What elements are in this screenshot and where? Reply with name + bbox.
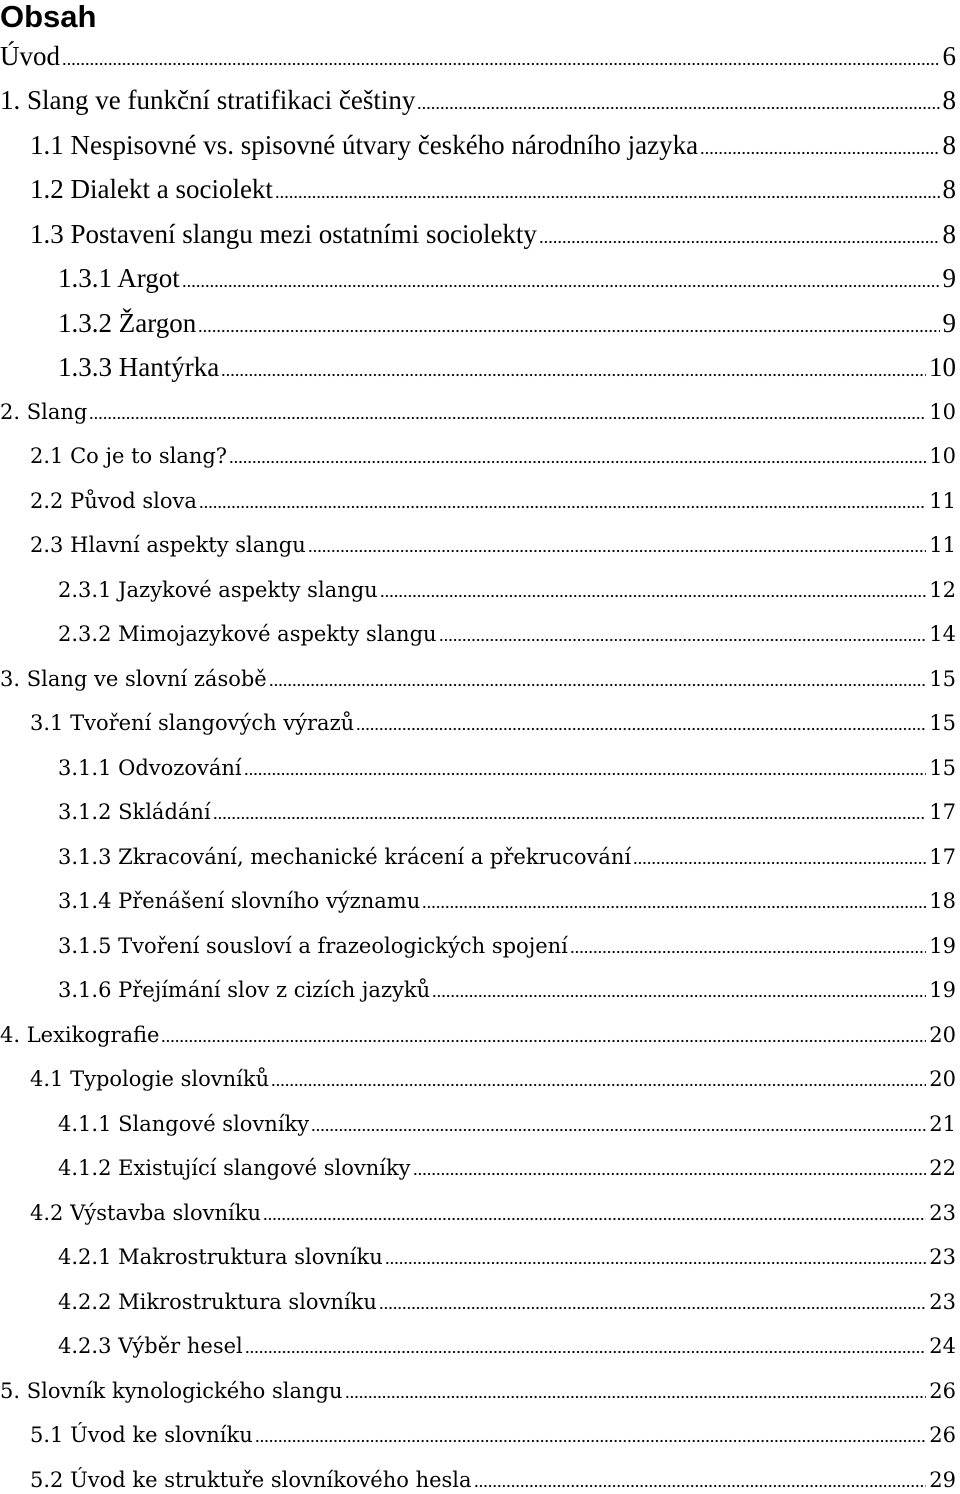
toc-leader [417, 106, 939, 110]
toc-leader [380, 594, 927, 598]
toc-entry [0, 201, 960, 249]
table-of-contents [0, 23, 960, 1492]
toc-leader [379, 1306, 926, 1310]
toc-entry-page: 17 [929, 800, 956, 825]
toc-entry-page: 12 [929, 577, 956, 602]
toc-entry [0, 290, 960, 338]
toc-entry-title: 1.3.3 Hantýrka [58, 352, 220, 383]
toc-entry-title: 3.1.6 Přejímání slov z cizích jazyků [58, 978, 431, 1003]
toc-entry-title: 3. Slang ve slovní zásobě [0, 666, 267, 691]
toc-entry-page: 26 [929, 1378, 956, 1403]
toc-entry-title: 1.1 Nespisovné vs. spisovné útvary českého národního jazyka [30, 129, 699, 160]
toc-entry-page: 23 [929, 1200, 956, 1225]
toc-entry [0, 1314, 960, 1359]
toc-entry-page: 6 [942, 40, 956, 71]
toc-entry [0, 1091, 960, 1136]
toc-entry [0, 1136, 960, 1181]
toc-entry-title: 2.2 Původ slova [30, 488, 197, 513]
toc-leader [229, 460, 926, 464]
toc-entry [0, 824, 960, 869]
toc-entry-title: 5.2 Úvod ke struktuře slovníkového hesla [30, 1467, 472, 1492]
toc-entry-title: 2. Slang [0, 399, 88, 424]
toc-entry [0, 246, 960, 294]
toc-entry-title: 5. Slovník kynologického slangu [0, 1378, 343, 1403]
toc-leader [198, 329, 939, 333]
toc-entry-title: 2.1 Co je to slang? [30, 444, 228, 469]
toc-entry [0, 379, 960, 424]
toc-entry-page: 20 [929, 1067, 956, 1092]
toc-entry-page: 20 [929, 1022, 956, 1047]
toc-entry-title: 3.1 Tvoření slangových výrazů [30, 711, 355, 736]
toc-entry-page: 21 [929, 1111, 956, 1136]
toc-entry-page: 23 [929, 1245, 956, 1270]
toc-entry [0, 602, 960, 647]
toc-entry [0, 1225, 960, 1270]
toc-entry-title: 4.2.2 Mikrostruktura slovníku [58, 1289, 377, 1314]
toc-leader [182, 284, 940, 288]
toc-leader [474, 1484, 927, 1488]
toc-leader [213, 816, 927, 820]
toc-entry [0, 780, 960, 825]
toc-leader [62, 62, 940, 66]
toc-leader [539, 240, 940, 244]
toc-entry-page: 9 [942, 307, 956, 338]
toc-leader [244, 772, 927, 776]
toc-leader [633, 861, 926, 865]
toc-entry-page: 8 [942, 129, 956, 160]
toc-leader [413, 1172, 927, 1176]
toc-entry-page: 8 [942, 85, 956, 116]
toc-entry [0, 1403, 960, 1448]
toc-entry-page: 29 [929, 1467, 956, 1492]
toc-entry [0, 157, 960, 205]
toc-entry [0, 1269, 960, 1314]
toc-entry-title: 3.1.3 Zkracování, mechanické krácení a překrucování [58, 844, 632, 869]
toc-entry-page: 17 [929, 844, 956, 869]
toc-entry [0, 1002, 960, 1047]
toc-leader [271, 1083, 926, 1087]
toc-leader [432, 994, 926, 998]
toc-entry-title: 1.3 Postavení slangu mezi ostatními sociolekty [30, 218, 537, 249]
toc-leader [311, 1128, 926, 1132]
toc-leader [275, 195, 940, 199]
toc-entry-page: 23 [929, 1289, 956, 1314]
toc-entry-title: 4.1.2 Existující slangové slovníky [58, 1156, 411, 1181]
toc-entry-page: 19 [929, 978, 956, 1003]
toc-entry [0, 1358, 960, 1403]
toc-entry-page: 10 [929, 352, 956, 383]
toc-entry-title: 4. Lexikografie [0, 1022, 160, 1047]
toc-leader [89, 416, 926, 420]
toc-entry-page: 24 [929, 1334, 956, 1359]
toc-entry-page: 8 [942, 174, 956, 205]
toc-leader [345, 1395, 927, 1399]
toc-entry-title: 3.1.4 Přenášení slovního významu [58, 889, 421, 914]
toc-entry-title: 1.3.2 Žargon [58, 307, 197, 338]
toc-entry-title: 4.2.1 Makrostruktura slovníku [58, 1245, 383, 1270]
toc-entry-page: 26 [929, 1423, 956, 1448]
toc-entry [0, 68, 960, 116]
toc-leader [221, 373, 926, 377]
toc-leader [245, 1350, 927, 1354]
toc-entry-page: 10 [929, 399, 956, 424]
toc-entry [0, 112, 960, 160]
toc-entry-title: 1.2 Dialekt a sociolekt [30, 174, 273, 205]
toc-leader [570, 950, 926, 954]
toc-leader [161, 1039, 926, 1043]
toc-leader [308, 549, 926, 553]
toc-entry-page: 11 [929, 488, 956, 513]
toc-entry [0, 23, 960, 71]
toc-entry-title: 3.1.2 Skládání [58, 800, 211, 825]
toc-entry-title: 1.3.1 Argot [58, 263, 180, 294]
toc-entry-title: 4.2.3 Výběr hesel [58, 1334, 243, 1359]
toc-entry [0, 1180, 960, 1225]
toc-entry [0, 913, 960, 958]
toc-leader [422, 905, 926, 909]
toc-entry [0, 1047, 960, 1092]
toc-entry [0, 513, 960, 558]
toc-entry-page: 15 [929, 711, 956, 736]
toc-entry-title: 2.3.2 Mimojazykové aspekty slangu [58, 622, 437, 647]
toc-leader [255, 1439, 927, 1443]
toc-entry-page: 15 [929, 755, 956, 780]
toc-entry [0, 735, 960, 780]
toc-entry [0, 1447, 960, 1492]
toc-entry-page: 10 [929, 444, 956, 469]
toc-entry [0, 869, 960, 914]
toc-entry-title: 4.1.1 Slangové slovníky [58, 1111, 310, 1136]
toc-leader [356, 727, 926, 731]
toc-entry [0, 557, 960, 602]
toc-entry [0, 468, 960, 513]
toc-leader [269, 683, 927, 687]
toc-entry [0, 424, 960, 469]
toc-entry-title: 3.1.1 Odvozování [58, 755, 242, 780]
toc-entry-page: 8 [942, 218, 956, 249]
toc-leader [263, 1217, 926, 1221]
page-title: Obsah [0, 0, 97, 34]
toc-entry-page: 9 [942, 263, 956, 294]
toc-leader [439, 638, 927, 642]
toc-entry-title: 2.3.1 Jazykové aspekty slangu [58, 577, 378, 602]
toc-entry-title: 4.1 Typologie slovníků [30, 1067, 270, 1092]
toc-entry [0, 958, 960, 1003]
toc-entry-title: 4.2 Výstavba slovníku [30, 1200, 261, 1225]
toc-entry-title: 1. Slang ve funkční stratifikaci češtiny [0, 85, 416, 116]
toc-entry-page: 15 [929, 666, 956, 691]
toc-entry-title: 2.3 Hlavní aspekty slangu [30, 533, 306, 558]
toc-entry-title: Úvod [0, 40, 60, 71]
toc-entry [0, 691, 960, 736]
toc-entry-page: 22 [929, 1156, 956, 1181]
toc-entry [0, 335, 960, 383]
toc-entry-page: 18 [929, 889, 956, 914]
toc-entry-title: 3.1.5 Tvoření sousloví a frazeologických spojení [58, 933, 568, 958]
toc-leader [199, 505, 926, 509]
toc-entry-page: 19 [929, 933, 956, 958]
toc-entry-page: 14 [929, 622, 956, 647]
toc-entry [0, 646, 960, 691]
toc-entry-title: 5.1 Úvod ke slovníku [30, 1423, 253, 1448]
toc-leader [700, 151, 939, 155]
toc-entry-page: 11 [929, 533, 956, 558]
toc-leader [385, 1261, 927, 1265]
